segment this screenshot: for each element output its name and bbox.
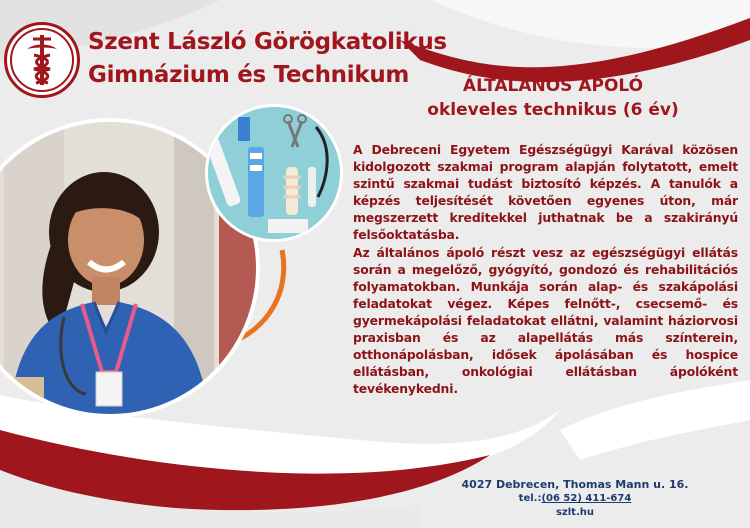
school-name: [88, 26, 448, 92]
caduceus-icon: [7, 25, 77, 95]
phone-number[interactable]: (06 52) 411-674: [541, 493, 632, 504]
phone-label: tel.:: [518, 493, 542, 504]
school-website[interactable]: szlt.hu: [555, 507, 595, 518]
school-logo: [4, 22, 80, 98]
program-description: [353, 141, 738, 397]
medical-supplies-photo: [205, 104, 343, 242]
school-address: 4027 Debrecen, Thomas Mann u. 16.: [461, 478, 689, 491]
school-phone: [440, 493, 710, 504]
description-paragraph-1: A Debreceni Egyetem Egészségügyi Karával közösen kidolgozott szakmai program alapján folytatott, emelt szintű szakmai tudást biztosító képzés. A tanulók a képzés teljesítését követően egyenes úton, már megszerzett kreditekkel juthatnak be a szakirányú felsőoktatásba.: [353, 142, 738, 243]
program-title: ÁLTALÁNOS ÁPOLÓ: [462, 76, 644, 96]
school-name-line1: Szent László Görögkatolikus: [88, 29, 447, 55]
school-name-line2: Gimnázium és Technikum: [88, 62, 410, 88]
description-paragraph-2: Az általános ápoló részt vesz az egészségügyi ellátás során a megelőző, gyógyító, gondozó és rehabilitációs folyamatokban. Munkája során alap- és szakápolási feladatokat végez. Képes felnőtt-, csecsemő- és gyermekápolási feladatokat ellátni, valamint háziorvosi praxisban és az alapellátás más színterein, otthonápolásban, idősek ápolásában és hospice ellátásban, onkológiai ellátásban ápolóként tevékenykedni.: [353, 244, 738, 397]
program-subtitle: okleveles technikus (6 év): [427, 100, 679, 120]
